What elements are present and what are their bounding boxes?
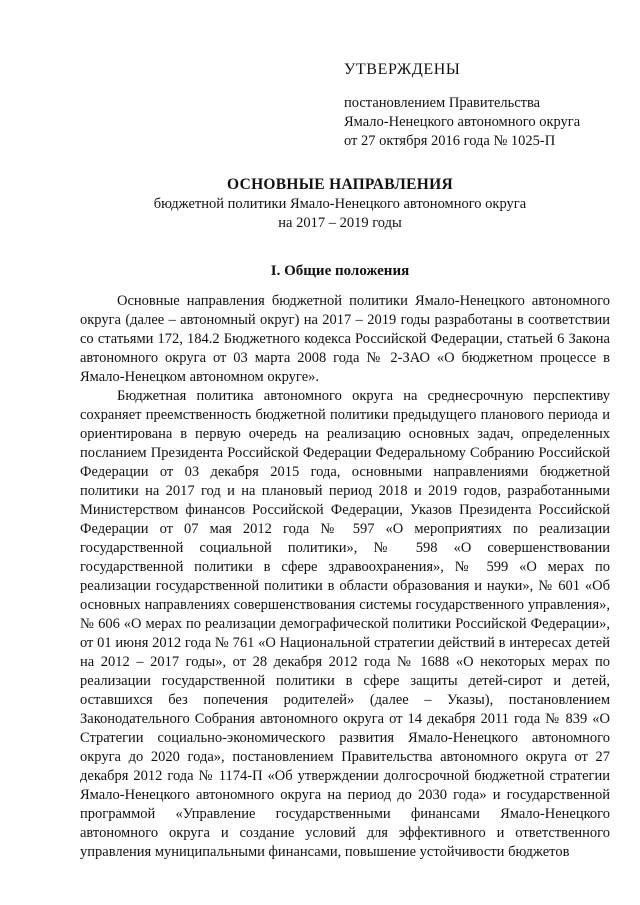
paragraph-2: Бюджетная политика автономного округа на среднесрочную перспективу сохраняет преемственность бюджетной политики предыдущего планового периода и ориентирована в первую очередь на реализацию основных задач, определенных посланием Президента Российской Федерации Федеральному Собранию Российской Федерации от 03 декабря 2015 года, основными направлениями бюджетной политики на 2017 год и на плановый период 2018 и 2019 годов, разработанными Министерством финансов Российской Федерации, Указов Президента Российской Федерации от 07 мая 2012 года № 597 «О мероприятиях по реализации государственной социальной политики», № 598 «О совершенствовании государственной политики в сфере здравоохранения», № 599 «О мерах по реализации государственной политики в области образования и науки», № 601 «Об основных направлениях совершенствования системы государственного управления», № 606 «О мерах по реализации демографической политики Российской Федерации», от 01 июня 2012 года № 761 «О Национальной стратегии действий в интересах детей на 2012 – 2017 годы», от 28 декабря 2012 года № 1688 «О некоторых мерах по реализации государственной политики в сфере защиты детей-сирот и детей, оставшихся без попечения родителей» (далее – Указы), постановлением Законодательного Собрания автономного округа от 14 декабря 2011 года № 839 «О Стратегии социально-экономического развития Ямало-Ненецкого автономного округа до 2020 года», постановлением Правительства автономного округа от 27 декабря 2012 года № 1174-П «Об утверждении долгосрочной бюджетной стратегии Ямало-Ненецкого автономного округа на период до 2030 года» и государственной программой «Управление государственными финансами Ямало-Ненецкого автономного округа и создание условий для эффективного и ответственного управления муниципальными финансами, повышение устойчивости бюджетов <box>80 388 610 860</box>
section-body <box>80 292 610 862</box>
document-subtitle-line-2: на 2017 – 2019 годы <box>278 215 402 231</box>
document-subtitle-line-1: бюджетной политики Ямало-Ненецкого автономного округа <box>153 196 527 212</box>
approval-line-1: постановлением Правительства <box>344 95 541 111</box>
document-title: ОСНОВНЫЕ НАПРАВЛЕНИЯ <box>227 176 453 193</box>
paragraph-1: Основные направления бюджетной политики Ямало-Ненецкого автономного округа (далее – автономный округ) на 2017 – 2019 годы разработаны в соответствии со статьями 172, 184.2 Бюджетного кодекса Российской Федерации, статьей 6 Закона автономного округа от 03 марта 2008 года № 2-ЗАО «О бюджетном процессе в Ямало-Ненецком автономном округе». <box>80 293 610 385</box>
approval-title: УТВЕРЖДЕНЫ <box>344 61 461 78</box>
section-title: I. Общие положения <box>270 263 410 279</box>
approval-line-2: Ямало-Ненецкого автономного округа <box>344 114 581 130</box>
approval-line-3: от 27 октября 2016 года № 1025-П <box>344 133 556 149</box>
approval-block <box>344 60 624 151</box>
